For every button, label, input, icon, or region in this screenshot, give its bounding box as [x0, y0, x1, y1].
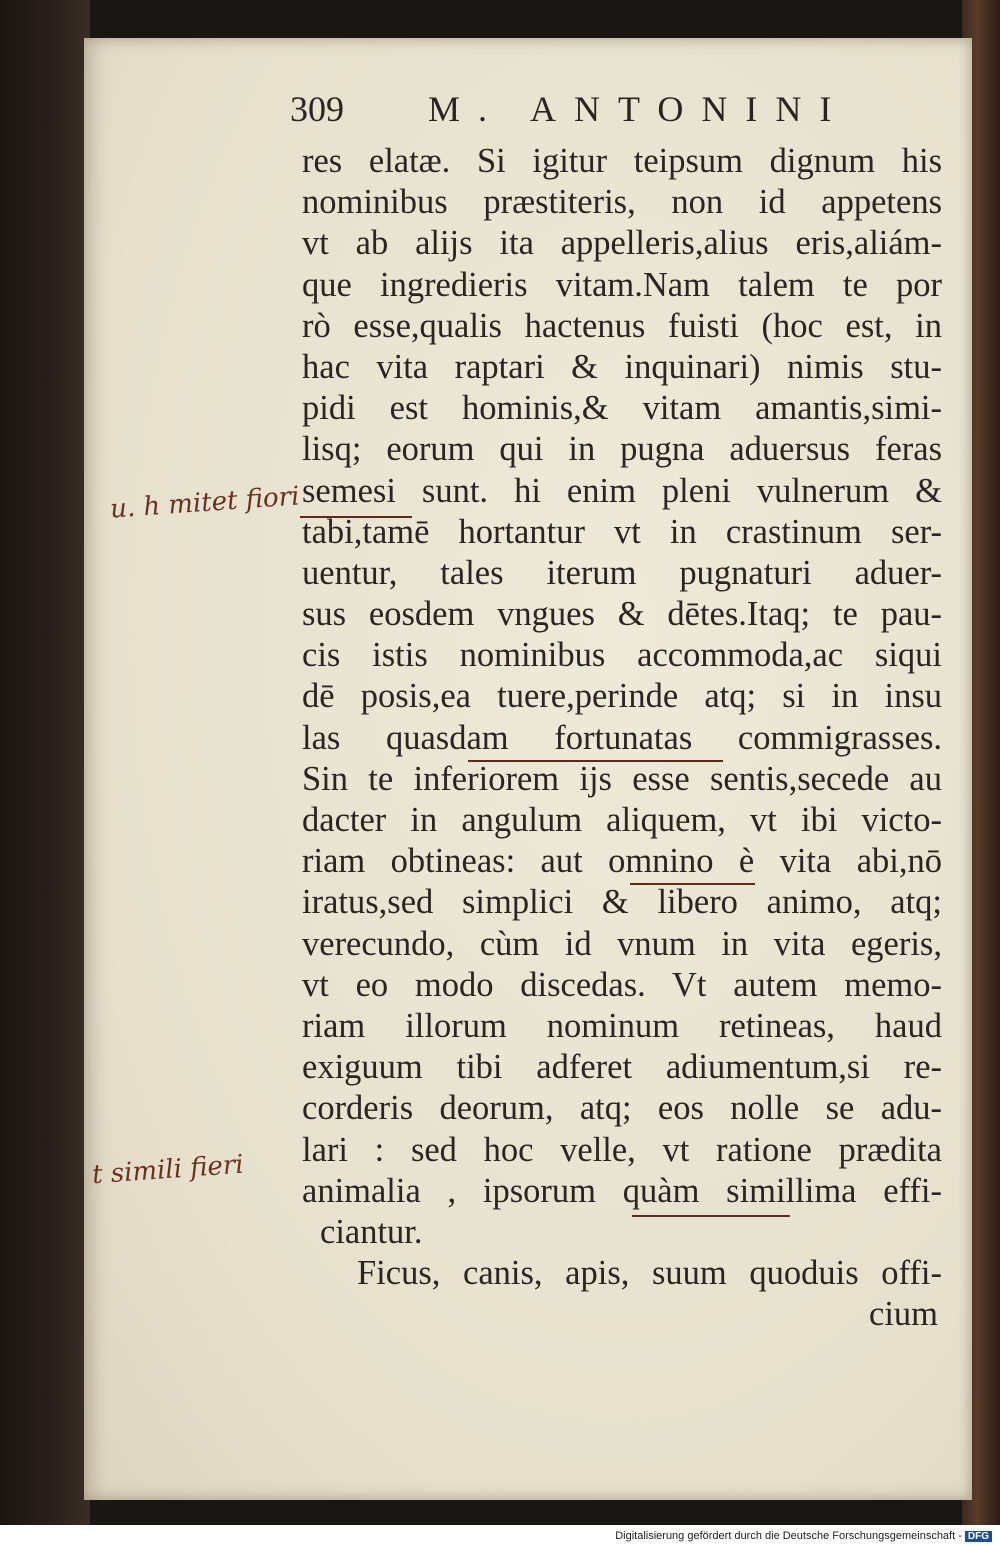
marginal-note-2: t simili fieri — [91, 1149, 245, 1191]
text-line: las quasdam fortunatas commigrasses. — [302, 718, 942, 757]
dfg-logo: DFG — [965, 1531, 992, 1542]
text-line: riam obtineas: aut omnino è vita abi,nō — [302, 842, 942, 881]
footer-bar — [0, 1525, 1000, 1545]
page-header — [290, 88, 930, 138]
text-line: que ingredieris vitam.Nam talem te por — [302, 265, 942, 304]
text-line: vt eo modo discedas. Vt autem memo- — [302, 965, 942, 1004]
text-line: dacter in angulum aliquem, vt ibi victo- — [302, 801, 942, 839]
text-line: corderis deorum, atq; eos nolle se adu- — [302, 1089, 942, 1128]
text-line: verecundo, cùm id vnum in vita egeris, — [302, 924, 942, 963]
text-line: tabi,tamē hortantur vt in crastinum ser- — [302, 512, 942, 551]
text-line: hac vita raptari & inquinari) nimis stu- — [302, 347, 942, 386]
text-line: dē posis,ea tuere,perinde atq; si in insu — [302, 677, 942, 716]
underline-semesi — [300, 516, 412, 518]
text-line: sus eosdem vngues & dētes.Itaq; te pau- — [302, 595, 942, 634]
underline-omnino — [630, 883, 755, 885]
underline-quam-simillima — [632, 1215, 790, 1217]
text-line: vt ab alijs ita appelleris,alius eris,aliám- — [302, 224, 942, 263]
body-text — [302, 141, 942, 1335]
text-line: ciantur. — [320, 1212, 423, 1251]
page-number: 309 — [290, 89, 344, 129]
scan-background-left — [0, 0, 90, 1525]
text-line: lisq; eorum qui in pugna aduersus feras — [302, 430, 942, 469]
funding-credit-text: Digitalisierung gefördert durch die Deutsche Forschungsgemeinschaft - — [615, 1530, 962, 1542]
running-title: M. ANTONINI — [428, 89, 850, 129]
text-line: cis istis nominibus accommoda,ac siqui — [302, 636, 942, 675]
text-line: pidi est hominis,& vitam amantis,simi- — [302, 389, 942, 428]
underline-fortunatas — [468, 760, 723, 762]
marginal-note-1: u. h mitet fiori — [109, 481, 301, 525]
text-line: uentur, tales iterum pugnaturi aduer- — [302, 553, 942, 592]
text-line: nominibus præstiteris, non id appetens — [302, 183, 942, 222]
catchword: cium — [869, 1295, 938, 1334]
text-line: lari : sed hoc velle, vt ratione prædita — [302, 1130, 942, 1169]
text-line: iratus,sed simplici & libero animo, atq; — [302, 883, 942, 922]
text-line: animalia , ipsorum quàm simillima effi- — [302, 1171, 942, 1210]
text-line: res elatæ. Si igitur teipsum dignum his — [302, 142, 942, 180]
text-line: semesi sunt. hi enim pleni vulnerum & — [302, 471, 942, 510]
text-line: exiguum tibi adferet adiumentum,si re- — [302, 1048, 942, 1087]
text-line: riam illorum nominum retineas, haud — [302, 1006, 942, 1045]
funding-credit — [615, 1530, 992, 1542]
text-line: rò esse,qualis hactenus fuisti (hoc est, in — [302, 306, 942, 345]
text-line: Sin te inferiorem ijs esse sentis,secede au — [302, 759, 942, 798]
paragraph-start-line: Ficus, canis, apis, suum quoduis offi- — [357, 1254, 942, 1293]
